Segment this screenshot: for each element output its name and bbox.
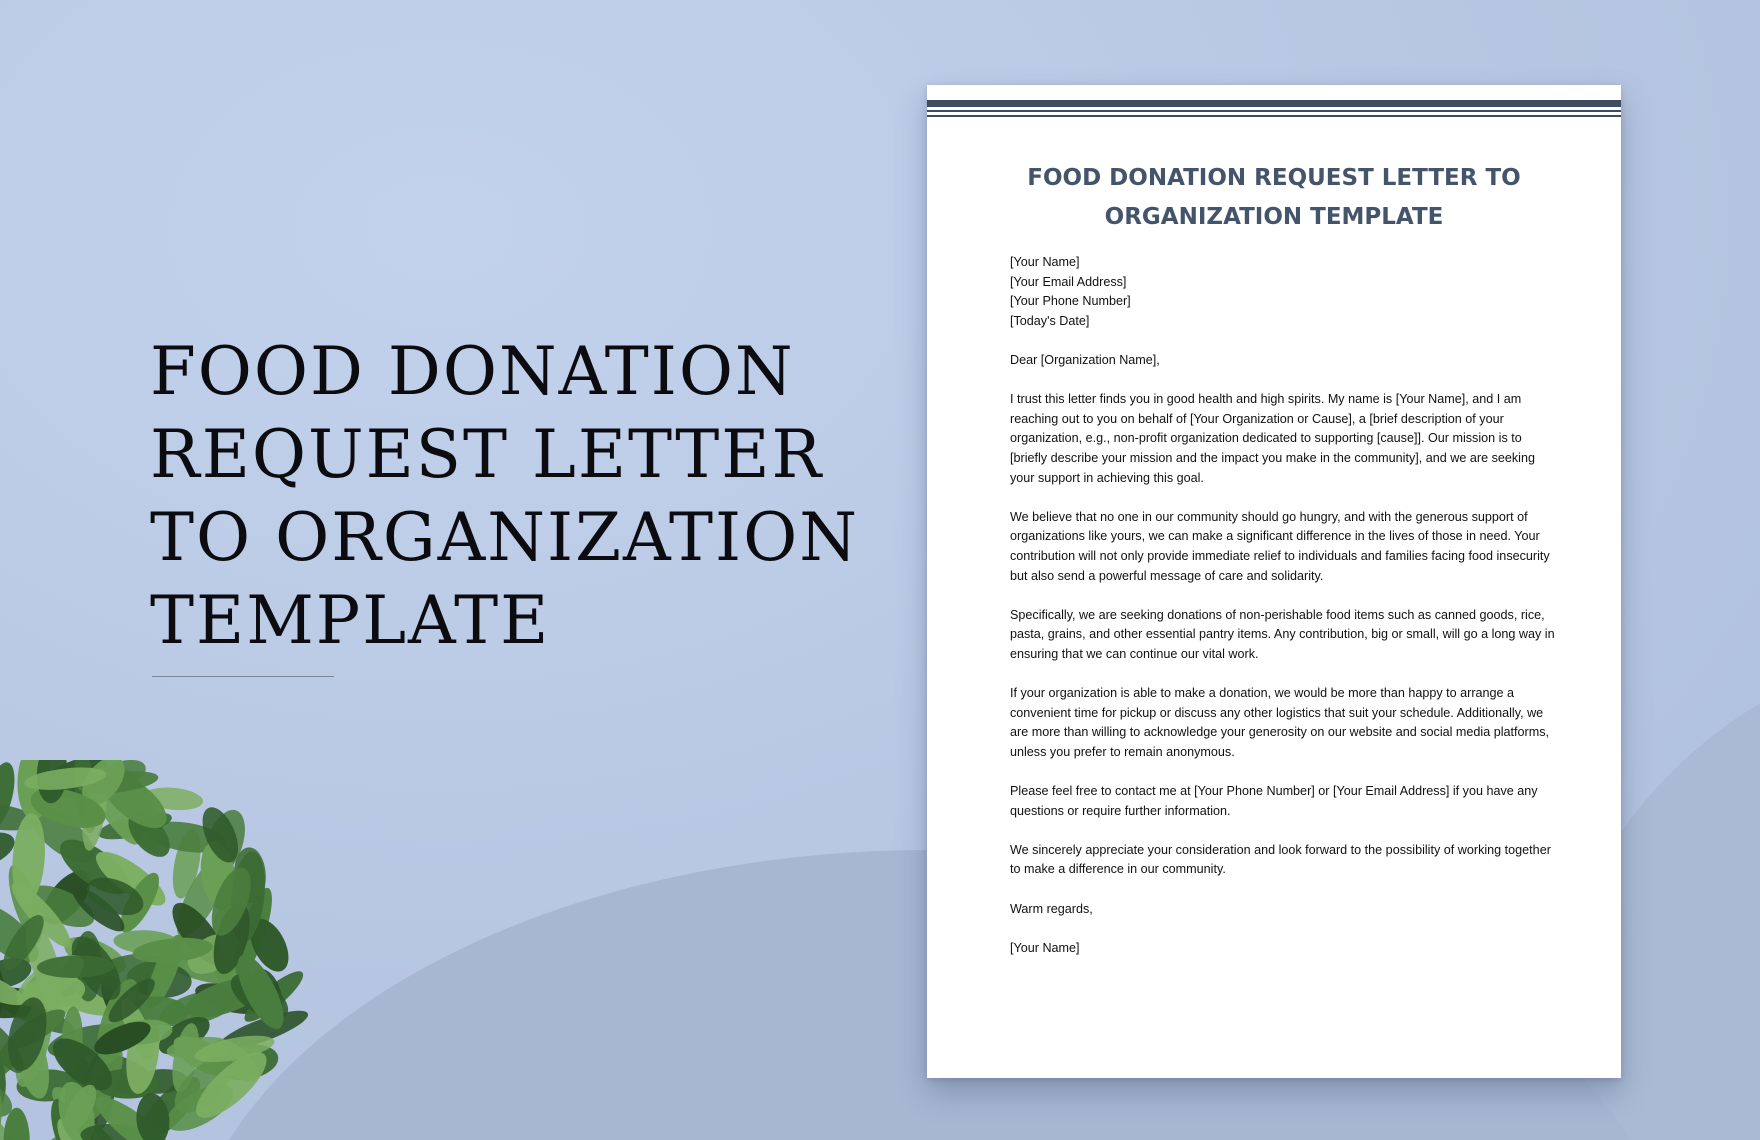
letter-document	[927, 85, 1621, 1078]
body-paragraph: We sincerely appreciate your consideration and look forward to the possibility of working together to make a difference in our community.	[1010, 842, 1551, 877]
letter-date: [Today's Date]	[1010, 313, 1090, 328]
document-title-line: FOOD DONATION REQUEST LETTER TO	[1027, 165, 1521, 191]
body-paragraph: We believe that no one in our community should go hungry, and with the generous support of organizations like yours, we can make a significant difference in the lives of those in need. Your contribution will not only provide immediate relief to individuals and families facing food insecurity but also send a powerful message of care and solidarity.	[1010, 509, 1550, 583]
body-paragraph: If your organization is able to make a donation, we would be more than happy to arrange a convenient time for pickup or discuss any other logistics that suit your schedule. Additionally, we are more than willing to acknowledge your generosity on our website and social media platforms, unless you prefer to remain anonymous.	[1010, 686, 1550, 759]
sender-email: [Your Email Address]	[1010, 274, 1127, 289]
body-paragraph: I trust this letter finds you in good health and high spirits. My name is [Your Name], and I am reaching out to you on behalf of [Your Organization or Cause], a [brief description of your organization, e.g., non-profit organization dedicated to supporting [cause]]. Our mission is to [briefly describe your mission and the impact you make in the community], and we are seeking your support in achieving this goal.	[1010, 392, 1535, 485]
plant-decoration	[0, 760, 370, 1140]
hero-title: FOOD DONATION REQUEST LETTER TO ORGANIZATION TEMPLATE	[150, 333, 859, 659]
header-rule-thick	[927, 100, 1621, 107]
sender-phone: [Your Phone Number]	[1010, 294, 1131, 309]
body-paragraph: Specifically, we are seeking donations of non-perishable food items such as canned goods, rice, pasta, grains, and other essential pantry items. Any contribution, big or small, will go a long way in ensuring that we can continue our vital work.	[1010, 607, 1555, 661]
sender-block	[1010, 253, 1555, 331]
hero-title-underline	[152, 676, 334, 677]
header-rule-thin	[927, 110, 1621, 112]
signature: [Your Name]	[1010, 940, 1080, 955]
body-paragraph: Please feel free to contact me at [Your Phone Number] or [Your Email Address] if you have any questions or require further information.	[1010, 784, 1538, 818]
letter-body	[1010, 253, 1555, 978]
sender-name: [Your Name]	[1010, 255, 1080, 269]
document-title	[967, 159, 1581, 237]
closing: Warm regards,	[1010, 901, 1093, 916]
document-title-line: ORGANIZATION TEMPLATE	[1104, 204, 1444, 230]
salutation: Dear [Organization Name],	[1010, 352, 1160, 367]
header-rule-thin	[927, 115, 1621, 117]
